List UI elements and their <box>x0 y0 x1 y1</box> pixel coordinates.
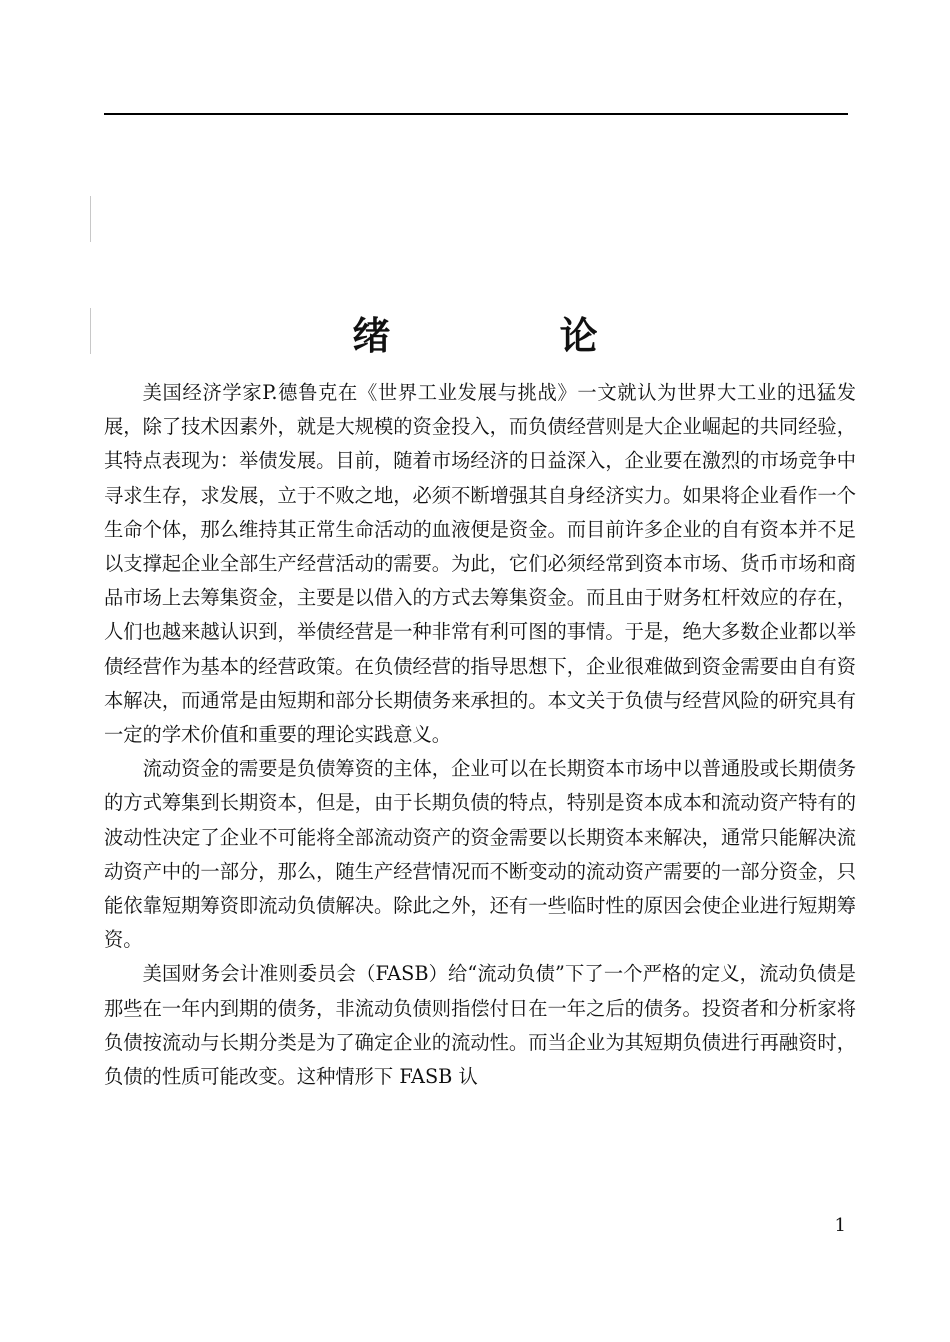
paragraph: 流动资金的需要是负债筹资的主体，企业可以在长期资本市场中以普通股或长期债务的方式筹集到长期资本，但是，由于长期负债的特点，特别是资本成本和流动资产特有的波动性决定了企业不可能将全部流动资产的资金需要以长期资本来解决，通常只能解决流动资产中的一部分，那么，随生产经营情况而不断变动的流动资产需要的一部分资金，只能依靠短期筹资即流动负债解决。除此之外，还有一些临时性的原因会使企业进行短期筹资。 <box>104 757 856 952</box>
page-number: 1 <box>834 1215 846 1236</box>
chapter-title: 绪 论 <box>352 314 676 358</box>
header-rule <box>104 113 848 115</box>
paragraph: 美国财务会计准则委员会（FASB）给“流动负债”下了一个严格的定义，流动负债是那些在一年内到期的债务，非流动负债则指偿付日在一年之后的债务。投资者和分析家将负债按流动与长期分类是为了确定企业的流动性。而当企业为其短期负债进行再融资时，负债的性质可能改变。这种情形下 FASB 认 <box>104 962 856 1089</box>
body-text <box>104 376 856 1094</box>
margin-mark <box>90 196 91 242</box>
paragraph: 美国经济学家P.德鲁克在《世界工业发展与挑战》一文就认为世界大工业的迅猛发展，除了技术因素外，就是大规模的资金投入，而负债经营则是大企业崛起的共同经验，其特点表现为：举债发展。目前，随着市场经济的日益深入，企业要在激烈的市场竞争中寻求生存，求发展，立于不败之地，必须不断增强其自身经济实力。如果将企业看作一个生命个体，那么维持其正常生命活动的血液便是资金。而目前许多企业的自有资本并不足以支撑起企业全部生产经营活动的需要。为此，它们必须经常到资本市场、货币市场和商品市场上去筹集资金，主要是以借入的方式去筹集资金。而且由于财务杠杆效应的存在，人们也越来越认识到，举债经营是一种非常有利可图的事情。于是，绝大多数企业都以举债经营作为基本的经营政策。在负债经营的指导思想下，企业很难做到资金需要由自有资本解决，而通常是由短期和部分长期债务来承担的。本文关于负债与经营风险的研究具有一定的学术价值和重要的理论实践意义。 <box>104 381 856 747</box>
